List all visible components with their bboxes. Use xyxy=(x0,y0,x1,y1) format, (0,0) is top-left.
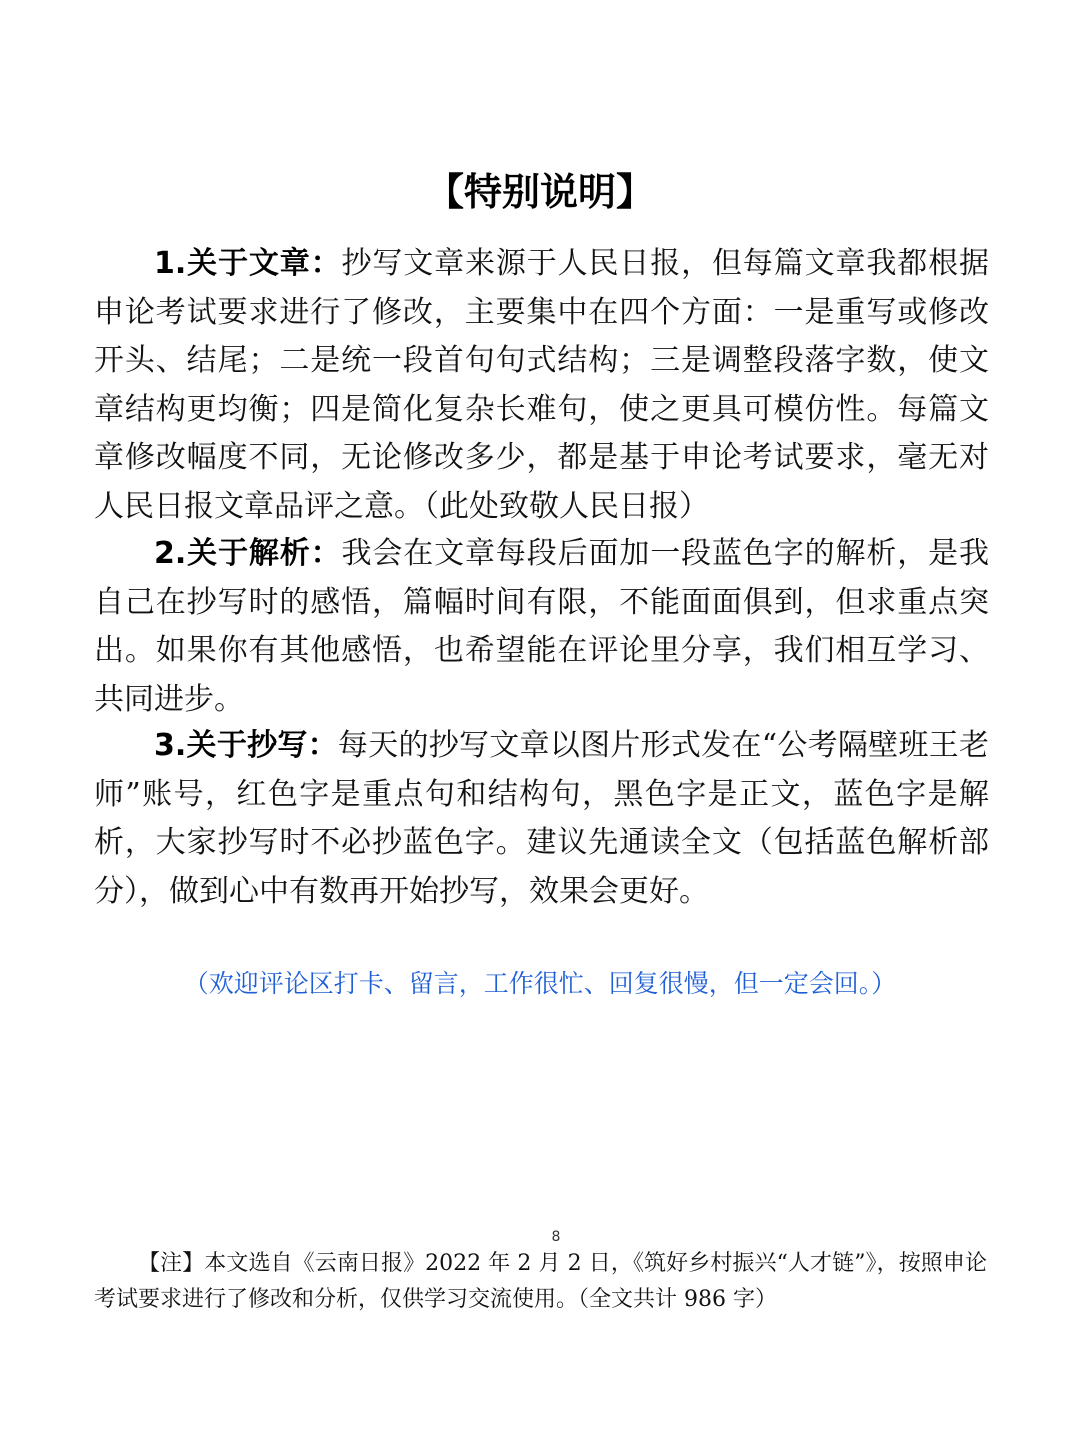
section-about-analysis xyxy=(94,530,989,724)
page-number: 8 xyxy=(551,1229,561,1245)
section-about-copying xyxy=(94,722,989,916)
section-heading: 1.关于文章： xyxy=(154,246,342,281)
section-text: 每天的抄写文章以图片形式发在“公考隔壁班王老师”账号，红色字是重点句和结构句，黑色字是正文，蓝色字是解析，大家抄写时不必抄蓝色字。建议先通读全文（包括蓝色解析部分），做到心中有数再开始抄写，效果会更好。 xyxy=(94,728,989,909)
comment-invitation-note: （欢迎评论区打卡、留言，工作很忙、回复很慢，但一定会回。） xyxy=(183,969,897,998)
page-title: 【特别说明】 xyxy=(425,170,654,214)
section-text: 抄写文章来源于人民日报，但每篇文章我都根据申论考试要求进行了修改，主要集中在四个方面：一是重写或修改开头、结尾；二是统一段首句句式结构；三是调整段落字数，使文章结构更均衡；四是简化复杂长难句，使之更具可模仿性。每篇文章修改幅度不同，无论修改多少，都是基于申论考试要求，毫无对人民日报文章品评之意。（此处致敬人民日报） xyxy=(94,246,989,524)
section-text: 我会在文章每段后面加一段蓝色字的解析，是我自己在抄写时的感悟，篇幅时间有限，不能面面俱到，但求重点突出。如果你有其他感悟，也希望能在评论里分享，我们相互学习、共同进步。 xyxy=(94,536,989,717)
section-heading: 3.关于抄写： xyxy=(154,728,338,763)
section-heading: 2.关于解析： xyxy=(154,536,342,571)
footnote: 【注】本文选自《云南日报》2022 年 2 月 2 日，《筑好乡村振兴“人才链”》，按照申论考试要求进行了修改和分析，仅供学习交流使用。（全文共计 986 字） xyxy=(94,1251,987,1312)
section-about-article xyxy=(94,240,989,531)
